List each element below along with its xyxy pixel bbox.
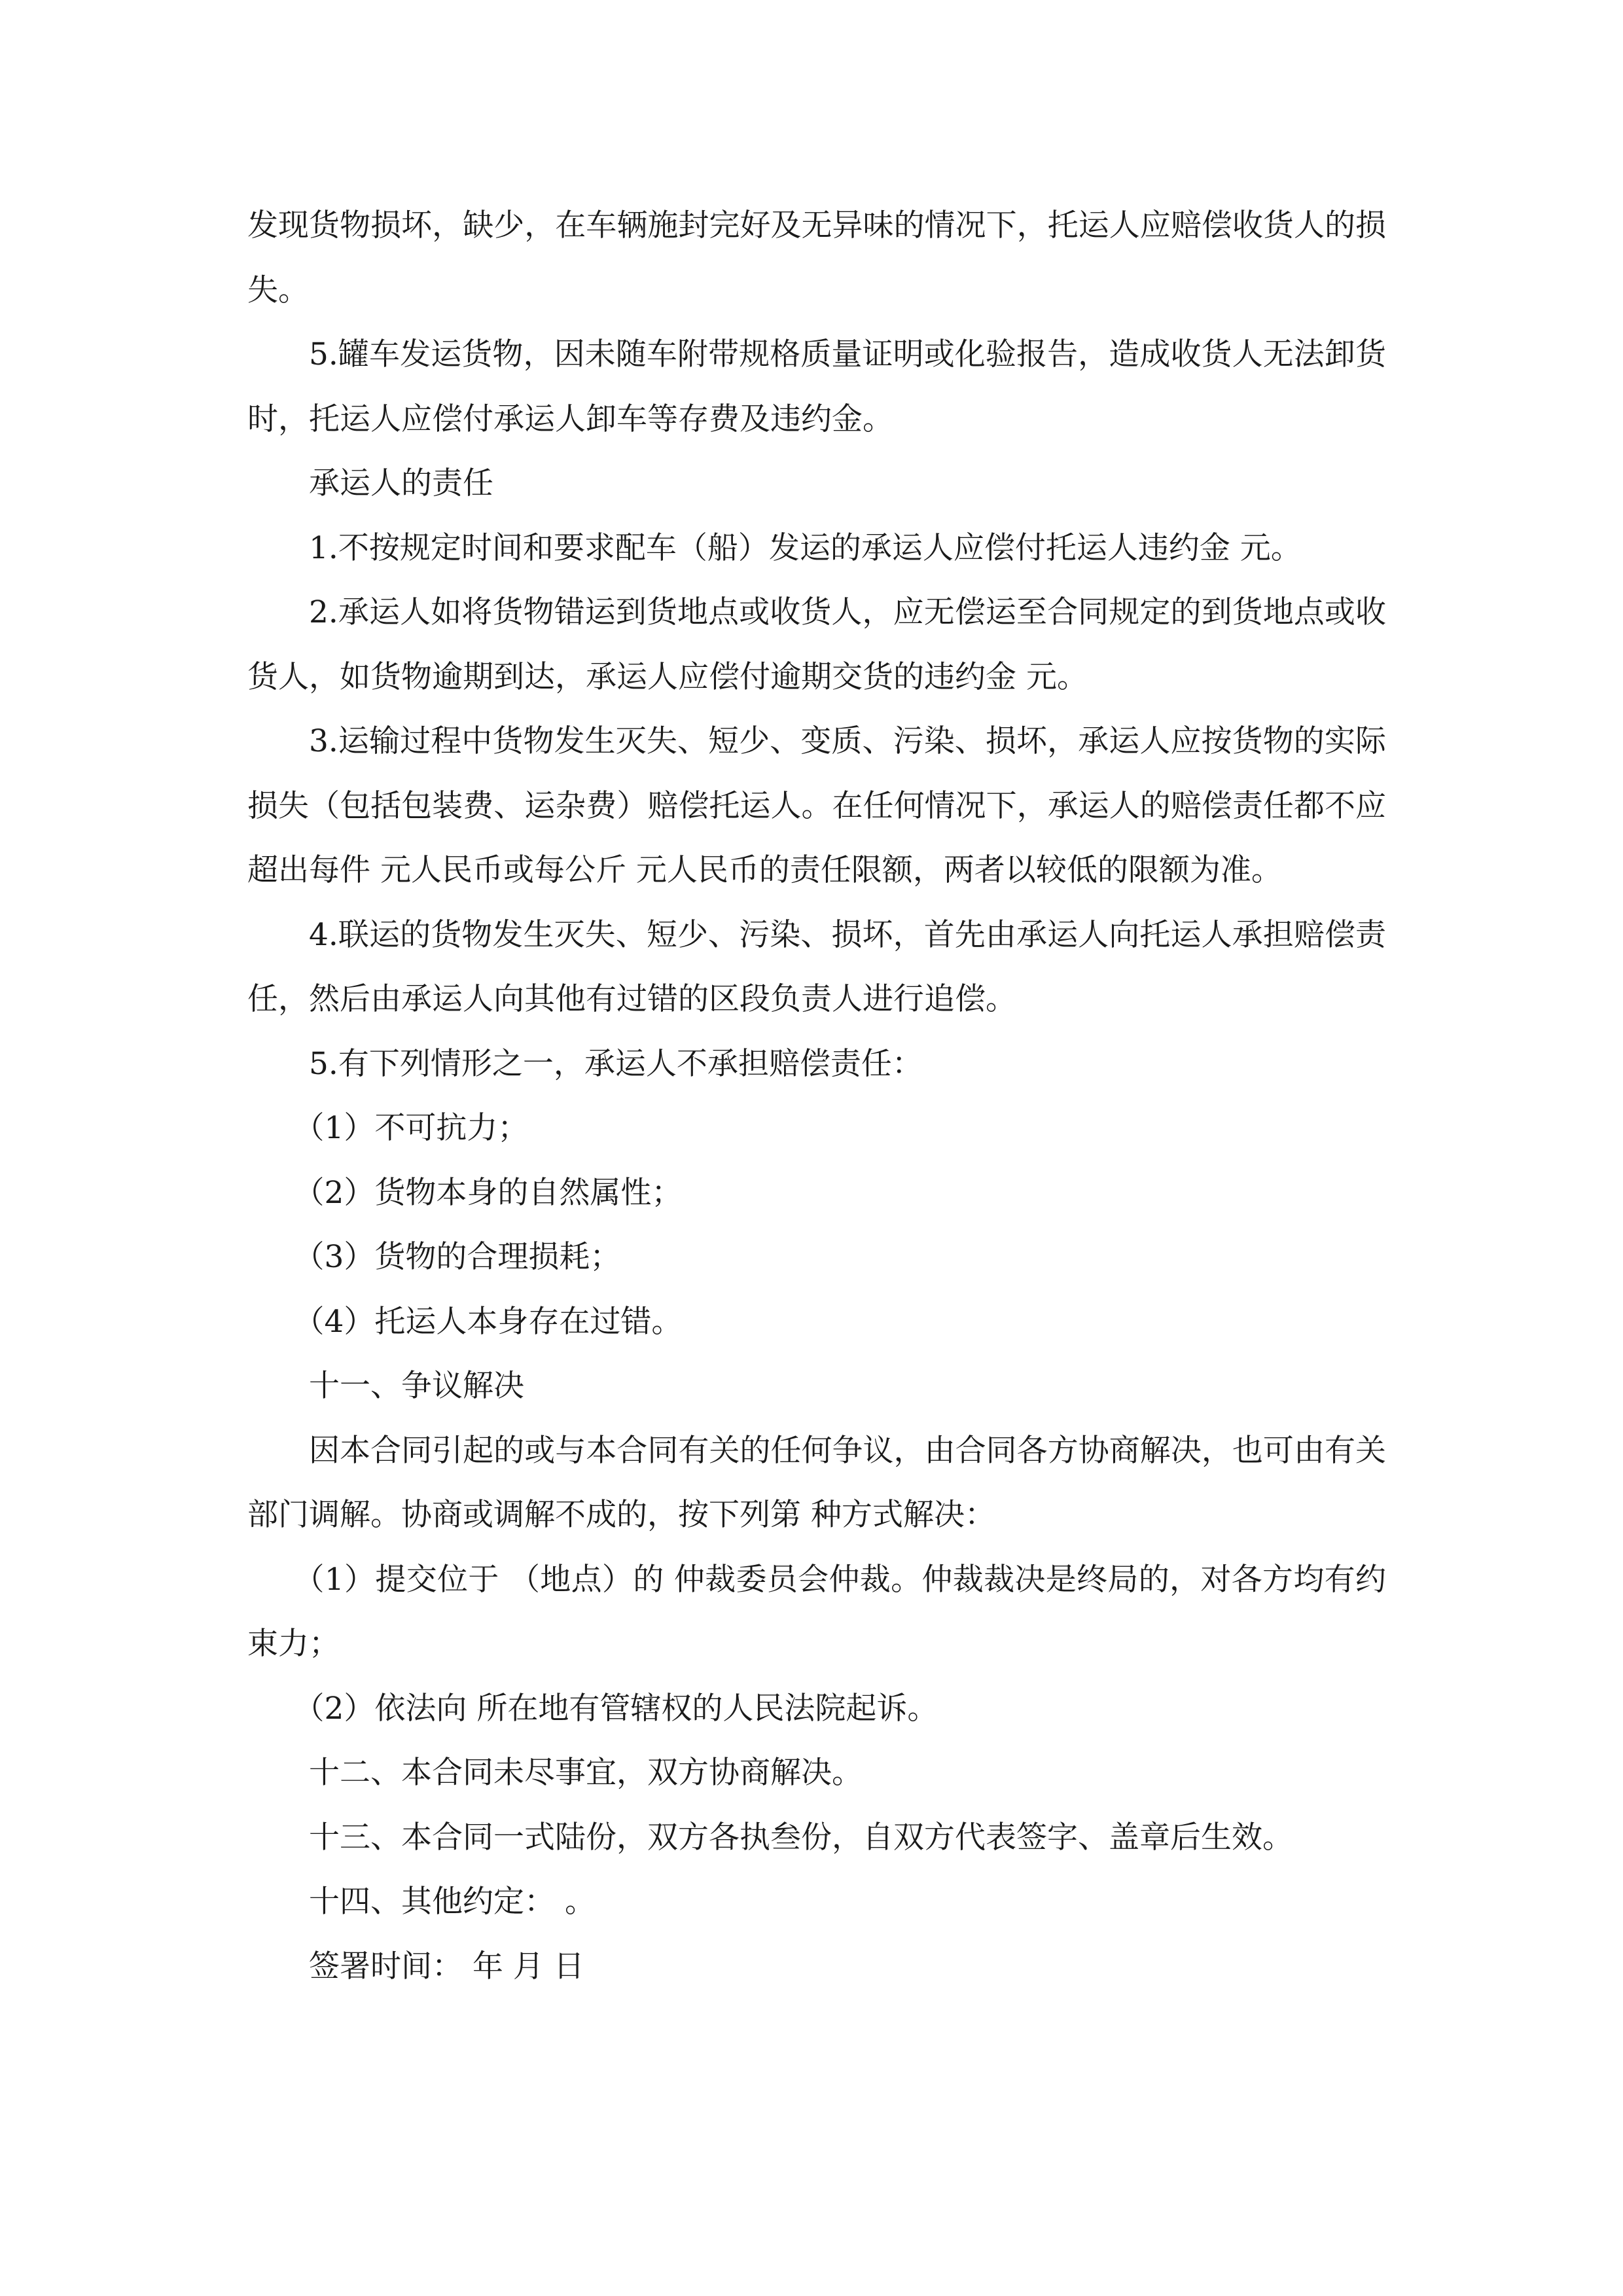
list-item-exemption-2: （2）货物本身的自然属性； — [293, 1174, 683, 1211]
paragraph-tank-car-clause: 5.罐车发运货物，因未随车附带规格质量证明或化验报告，造成收货人无法卸货时，托运人应偿付承运人卸车等存费及违约金。 — [247, 336, 1386, 437]
paragraph-dispute-intro: 因本合同引起的或与本合同有关的任何争议，由合同各方协商解决，也可由有关部门调解。协商或调解不成的，按下列第 种方式解决： — [247, 1432, 1386, 1533]
list-item-exemption-4: （4）托运人本身存在过错。 — [293, 1303, 683, 1340]
paragraph-carrier-clause-1: 1.不按规定时间和要求配车（船）发运的承运人应偿付托运人违约金 元。 — [309, 529, 1302, 566]
paragraph-carrier-clause-4: 4.联运的货物发生灭失、短少、污染、损坏，首先由承运人向托运人承担赔偿责任，然后由承运人向其他有过错的区段负责人进行追偿。 — [247, 916, 1386, 1017]
list-item-dispute-2: （2）依法向 所在地有管辖权的人民法院起诉。 — [293, 1690, 938, 1727]
paragraph-carrier-clause-3: 3.运输过程中货物发生灭失、短少、变质、污染、损坏，承运人应按货物的实际损失（包括包装费、运杂费）赔偿托运人。在任何情况下，承运人的赔偿责任都不应超出每件 元人民币或每公斤 元人民币的责任限额，两者以较低的限额为准。 — [247, 723, 1386, 888]
paragraph-goods-damage-cont: 发现货物损坏，缺少，在车辆施封完好及无异味的情况下，托运人应赔偿收货人的损失。 — [247, 207, 1386, 308]
heading-carrier-liability: 承运人的责任 — [309, 465, 493, 501]
paragraph-carrier-clause-2: 2.承运人如将货物错运到货地点或收货人，应无偿运至合同规定的到货地点或收货人，如货物逾期到达，承运人应偿付逾期交货的违约金 元。 — [247, 594, 1386, 695]
list-item-exemption-3: （3）货物的合理损耗； — [293, 1239, 621, 1275]
list-item-exemption-1: （1）不可抗力； — [293, 1110, 529, 1146]
heading-dispute-resolution: 十一、争议解决 — [309, 1368, 524, 1404]
paragraph-carrier-clause-5: 5.有下列情形之一，承运人不承担赔偿责任： — [309, 1045, 923, 1082]
signing-date-line: 签署时间： 年 月 日 — [309, 1948, 584, 1984]
document-body — [247, 194, 1386, 1999]
paragraph-clause-12: 十二、本合同未尽事宜，双方协商解决。 — [309, 1755, 863, 1791]
paragraph-clause-13: 十三、本合同一式陆份，双方各执叁份，自双方代表签字、盖章后生效。 — [309, 1819, 1293, 1856]
list-item-dispute-1: （1）提交位于 （地点）的 仲裁委员会仲裁。仲裁裁决是终局的，对各方均有约束力； — [247, 1561, 1386, 1662]
paragraph-clause-14: 十四、其他约定： 。 — [309, 1884, 596, 1920]
